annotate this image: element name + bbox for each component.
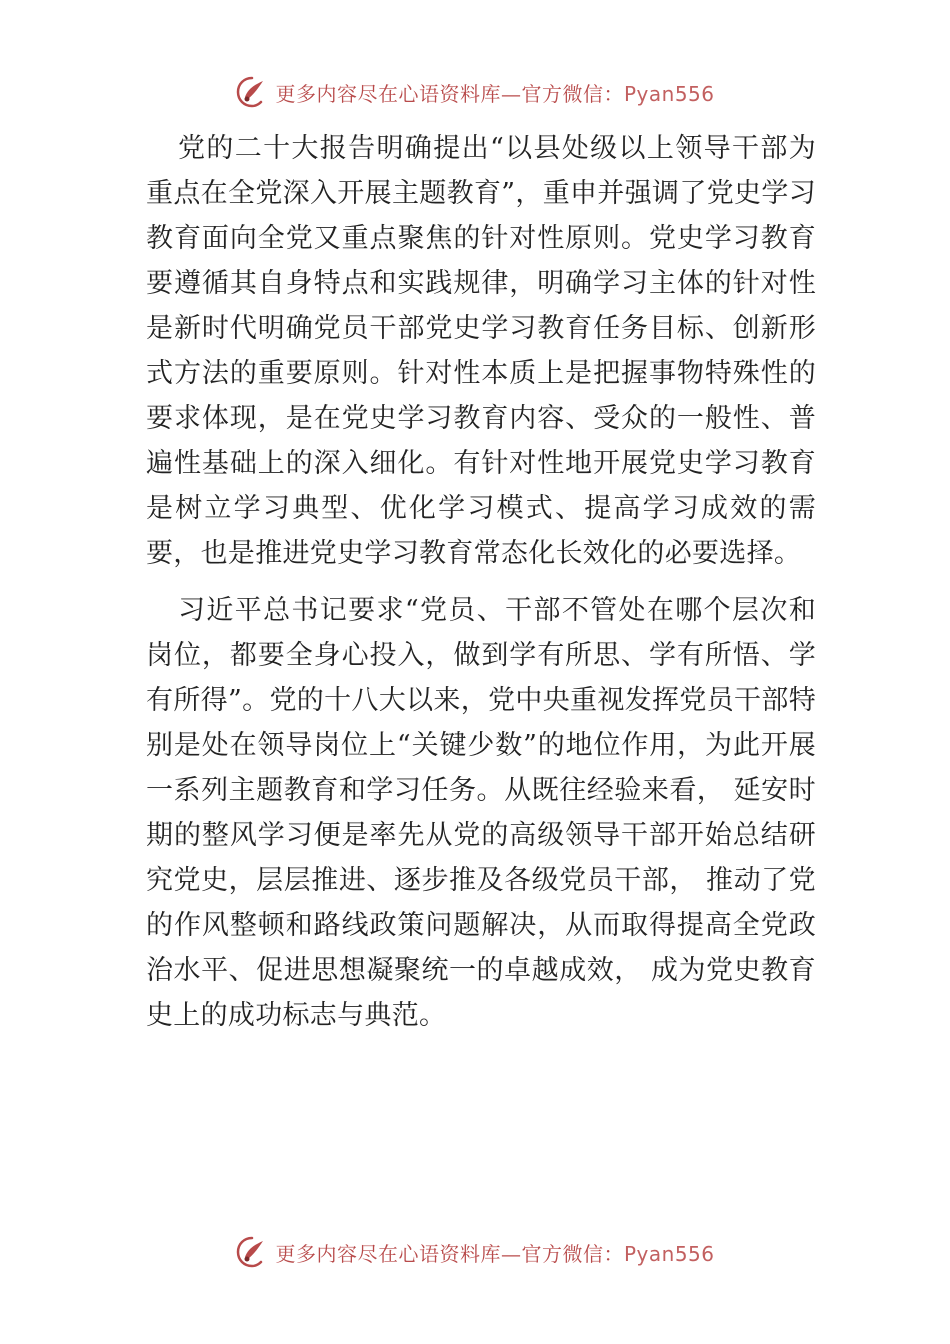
watermark-wechat-id: Pyan556 <box>623 1241 715 1266</box>
watermark-header <box>0 72 950 112</box>
watermark-main: 更多内容尽在心语资料库—官方微信： <box>275 81 624 106</box>
paragraph-1: 党的二十大报告明确提出“以县处级以上领导干部为重点在全党深入开展主题教育”，重申并强调了党史学习教育面向全党又重点聚焦的针对性原则。党史学习教育要遵循其自身特点和实践规律，明确学习主体的针对性是新时代明确党员干部党史学习教育任务目标、创新形式方法的重要原则。针对性本质上是把握事物特殊性的要求体现，是在党史学习教育内容、受众的一般性、普遍性基础上的深入细化。有针对性地开展党史学习教育是树立学习典型、优化学习模式、提高学习成效的需要，也是推进党史学习教育常态化长效化的必要选择。 <box>146 133 816 569</box>
watermark-text <box>275 1238 714 1267</box>
brush-logo-icon <box>235 1235 269 1269</box>
paragraph-2: 习近平总书记要求“党员、干部不管处在哪个层次和岗位，都要全身心投入，做到学有所思、学有所悟、学有所得”。党的十八大以来，党中央重视发挥党员干部特别是处在领导岗位上“关键少数”的地位作用，为此开展一系列主题教育和学习任务。从既往经验来看， 延安时期的整风学习便是率先从党的高级领导干部开始总结研究党史，层层推进、逐步推及各级党员干部， 推动了党的作风整顿和路线政策问题解决，从而取得提高全党政治水平、促进思想凝聚统一的卓越成效， 成为党史教育史上的成功标志与典范。 <box>146 595 816 1031</box>
watermark-footer <box>0 1232 950 1272</box>
watermark-main: 更多内容尽在心语资料库—官方微信： <box>275 1241 624 1266</box>
watermark-wechat-id: Pyan556 <box>623 81 715 106</box>
document-body <box>146 126 816 1038</box>
watermark-text <box>275 78 714 107</box>
brush-logo-icon <box>235 75 269 109</box>
